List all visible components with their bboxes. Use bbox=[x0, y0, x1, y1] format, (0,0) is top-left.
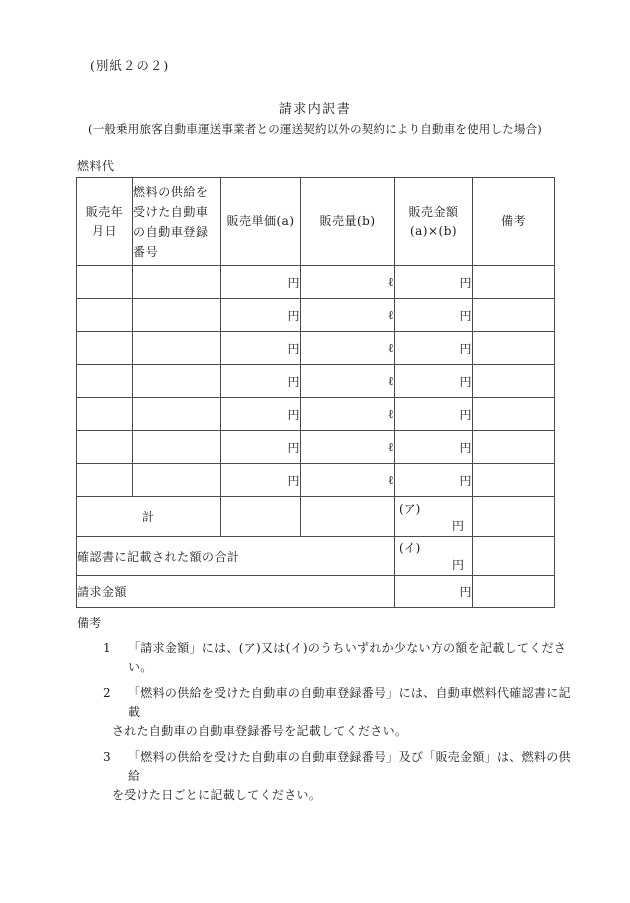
cell-sale-date bbox=[77, 332, 133, 365]
note-line: された自動車の自動車登録番号を記載してください。 bbox=[112, 724, 408, 738]
section-label-fuel-cost: 燃料代 bbox=[77, 159, 115, 173]
cell-sale-date bbox=[77, 266, 133, 299]
notes-section bbox=[77, 614, 577, 805]
total-label: 計 bbox=[77, 497, 221, 537]
total-amount-cell bbox=[395, 497, 473, 537]
cell-quantity-suffix: ℓ bbox=[301, 266, 395, 299]
note-number: 3 bbox=[103, 750, 111, 764]
page-subtitle: (一般乗用旅客自動車運送事業者との運送契約以外の契約により自動車を使用した場合) bbox=[88, 122, 542, 136]
header-vehicle-registration bbox=[133, 178, 221, 266]
doc-ref: (別紙２の２) bbox=[90, 58, 170, 73]
header-sale-amount bbox=[395, 178, 473, 266]
cell-remarks bbox=[473, 332, 555, 365]
billing-remarks-cell bbox=[473, 576, 555, 608]
cell-amount-suffix: 円 bbox=[395, 464, 473, 497]
header-quantity: 販売量(b) bbox=[301, 178, 395, 266]
header-registration-line4: 番号 bbox=[133, 244, 159, 259]
table-row-1 bbox=[77, 266, 555, 299]
cell-remarks bbox=[473, 464, 555, 497]
confirmed-total-row bbox=[77, 537, 555, 576]
table-row-3 bbox=[77, 332, 555, 365]
header-unit-price: 販売単価(a) bbox=[221, 178, 301, 266]
note-text bbox=[112, 748, 577, 805]
cell-sale-date bbox=[77, 431, 133, 464]
note-text bbox=[128, 639, 577, 677]
confirmed-amount-cell bbox=[395, 537, 473, 576]
cell-sale-date bbox=[77, 365, 133, 398]
cell-unit-price-suffix: 円 bbox=[221, 332, 301, 365]
total-row bbox=[77, 497, 555, 537]
cell-quantity-suffix: ℓ bbox=[301, 299, 395, 332]
table-row-7 bbox=[77, 464, 555, 497]
cell-quantity-suffix: ℓ bbox=[301, 398, 395, 431]
table-row-5 bbox=[77, 398, 555, 431]
cell-amount-suffix: 円 bbox=[395, 431, 473, 464]
billing-amount-suffix: 円 bbox=[395, 576, 473, 608]
header-sale-date bbox=[77, 178, 133, 266]
table-header-row bbox=[77, 178, 555, 266]
header-registration-line3: の自動車登録 bbox=[133, 224, 209, 239]
table-row-6 bbox=[77, 431, 555, 464]
cell-quantity-suffix: ℓ bbox=[301, 464, 395, 497]
cell-amount-suffix: 円 bbox=[395, 332, 473, 365]
cell-remarks bbox=[473, 365, 555, 398]
note-line: を受けた日ごとに記載してください。 bbox=[112, 788, 322, 802]
table-row-4 bbox=[77, 365, 555, 398]
note-line: 「請求金額」には、(ア)又は(イ)のうちいずれか少ない方の額を記載してください。 bbox=[128, 641, 567, 674]
note-number: 2 bbox=[103, 686, 111, 700]
cell-amount-suffix: 円 bbox=[395, 266, 473, 299]
notes-heading: 備考 bbox=[77, 616, 102, 630]
cell-quantity-suffix: ℓ bbox=[301, 332, 395, 365]
note-text bbox=[112, 684, 577, 741]
cell-registration bbox=[133, 398, 221, 431]
billing-amount-row bbox=[77, 576, 555, 608]
cell-registration bbox=[133, 299, 221, 332]
confirmed-amount-suffix: 円 bbox=[451, 558, 464, 572]
cell-unit-price-suffix: 円 bbox=[221, 464, 301, 497]
total-unit-price-cell bbox=[221, 497, 301, 537]
cell-registration bbox=[133, 464, 221, 497]
cell-registration bbox=[133, 266, 221, 299]
header-registration-line1: 燃料の供給を bbox=[133, 184, 209, 199]
cell-registration bbox=[133, 332, 221, 365]
cell-remarks bbox=[473, 398, 555, 431]
cell-registration bbox=[133, 431, 221, 464]
note-item-3 bbox=[103, 748, 577, 805]
header-remarks: 備考 bbox=[473, 178, 555, 266]
fuel-cost-table bbox=[76, 177, 555, 608]
page-title: 請求内訳書 bbox=[278, 102, 352, 117]
confirmed-amount-marker: (イ) bbox=[399, 541, 421, 555]
note-number: 1 bbox=[103, 641, 111, 655]
cell-remarks bbox=[473, 431, 555, 464]
cell-sale-date bbox=[77, 299, 133, 332]
confirmed-remarks-cell bbox=[473, 537, 555, 576]
total-amount-marker: (ア) bbox=[399, 501, 421, 516]
cell-unit-price-suffix: 円 bbox=[221, 299, 301, 332]
cell-unit-price-suffix: 円 bbox=[221, 266, 301, 299]
note-line: 「燃料の供給を受けた自動車の自動車登録番号」には、自動車燃料代確認書に記載 bbox=[128, 686, 571, 719]
note-line: 「燃料の供給を受けた自動車の自動車登録番号」及び「販売金額」は、燃料の供給 bbox=[128, 750, 571, 783]
total-remarks-cell bbox=[473, 497, 555, 537]
cell-quantity-suffix: ℓ bbox=[301, 365, 395, 398]
cell-quantity-suffix: ℓ bbox=[301, 431, 395, 464]
cell-remarks bbox=[473, 266, 555, 299]
cell-unit-price-suffix: 円 bbox=[221, 365, 301, 398]
cell-sale-date bbox=[77, 398, 133, 431]
cell-amount-suffix: 円 bbox=[395, 365, 473, 398]
note-item-2 bbox=[103, 684, 577, 741]
confirmed-total-label: 確認書に記載された額の合計 bbox=[77, 537, 395, 576]
total-quantity-cell bbox=[301, 497, 395, 537]
cell-amount-suffix: 円 bbox=[395, 398, 473, 431]
total-amount-suffix: 円 bbox=[451, 518, 464, 533]
header-sale-date-line1: 販売年 bbox=[85, 204, 124, 219]
cell-remarks bbox=[473, 299, 555, 332]
cell-amount-suffix: 円 bbox=[395, 299, 473, 332]
header-sale-date-line2: 月日 bbox=[91, 223, 117, 238]
cell-unit-price-suffix: 円 bbox=[221, 431, 301, 464]
cell-unit-price-suffix: 円 bbox=[221, 398, 301, 431]
billing-amount-label: 請求金額 bbox=[77, 576, 395, 608]
table-row-2 bbox=[77, 299, 555, 332]
header-registration-line2: 受けた自動車 bbox=[133, 204, 209, 219]
header-sale-amount-line2: (a)×(b) bbox=[409, 223, 458, 238]
cell-registration bbox=[133, 365, 221, 398]
note-item-1 bbox=[103, 639, 577, 677]
header-sale-amount-line1: 販売金額 bbox=[408, 204, 459, 219]
cell-sale-date bbox=[77, 464, 133, 497]
